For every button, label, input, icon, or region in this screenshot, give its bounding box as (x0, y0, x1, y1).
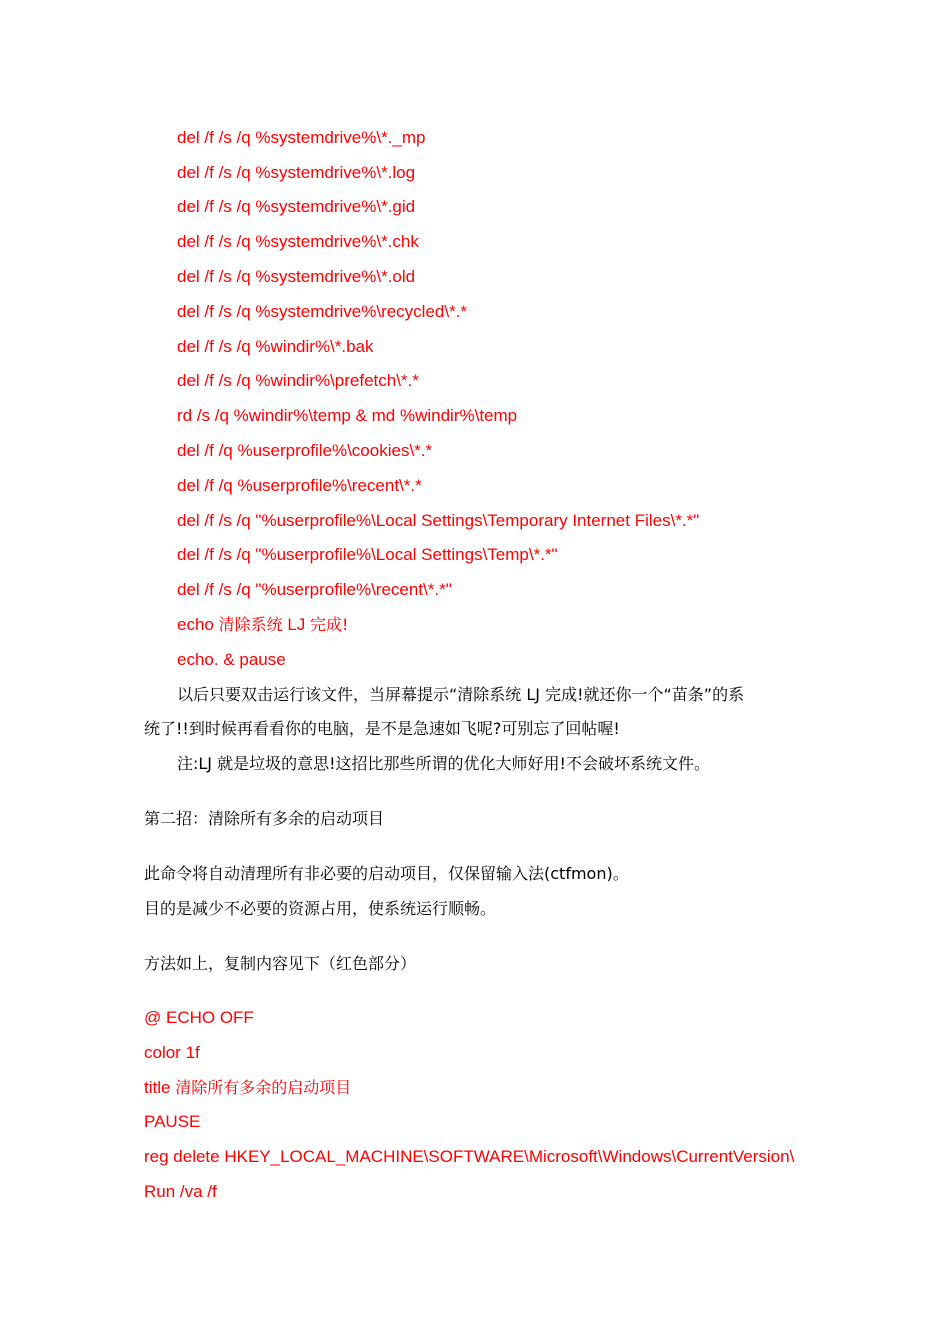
code-line: del /f /s /q "%userprofile%\Local Settings\Temporary Internet Files\*.*" (177, 511, 700, 530)
code-line: del /f /s /q %systemdrive%\*.old (177, 267, 416, 286)
echo-line (177, 614, 348, 636)
code-line: del /f /s /q %systemdrive%\*.gid (177, 197, 416, 216)
paragraph-line-2: 统了!!到时候再看看你的电脑，是不是急速如飞呢?可别忘了回帖喔! (144, 719, 620, 738)
echo-text-done: 完成! (310, 615, 349, 634)
code-line: del /f /q %userprofile%\cookies\*.* (177, 441, 433, 460)
code-line: del /f /s /q "%userprofile%\Local Settings\Temp\*.*" (177, 545, 558, 564)
title-line (144, 1077, 351, 1099)
code-line: del /f /s /q "%userprofile%\recent\*.*" (177, 580, 452, 599)
note-line: 注:LJ 就是垃圾的意思!这招比那些所谓的优化大师好用!不会破坏系统文件。 (177, 754, 710, 773)
code-line: del /f /s /q %systemdrive%\recycled\*.* (177, 302, 468, 321)
method-line: 方法如上，复制内容见下（红色部分） (144, 954, 417, 973)
code-line: color 1f (144, 1043, 200, 1062)
paragraph-line-1: 以后只要双击运行该文件，当屏幕提示“清除系统 LJ 完成!就还你一个“苗条”的系 (177, 685, 745, 704)
code-line: del /f /s /q %systemdrive%\*.log (177, 163, 416, 182)
title-cmd: title (144, 1078, 176, 1097)
code-line: Run /va /f (144, 1182, 217, 1201)
code-line: del /f /s /q %systemdrive%\*.chk (177, 232, 419, 251)
code-line: reg delete HKEY_LOCAL_MACHINE\SOFTWARE\Microsoft\Windows\CurrentVersion\ (144, 1147, 795, 1166)
echo-cmd: echo (177, 615, 219, 634)
code-line: @ ECHO OFF (144, 1008, 254, 1027)
code-line: PAUSE (144, 1112, 201, 1131)
echo-text-cjk: 清除系统 (218, 615, 283, 634)
echo-text-latin: LJ (282, 615, 311, 634)
code-line: del /f /s /q %windir%\*.bak (177, 337, 374, 356)
code-line: del /f /s /q %windir%\prefetch\*.* (177, 371, 419, 390)
description-line-2: 目的是减少不必要的资源占用，使系统运行顺畅。 (144, 899, 497, 918)
pause-line: echo. & pause (177, 650, 286, 669)
code-line: rd /s /q %windir%\temp & md %windir%\temp (177, 406, 518, 425)
section-title: 第二招：清除所有多余的启动项目 (144, 809, 385, 828)
description-line-1: 此命令将自动清理所有非必要的启动项目，仅保留输入法(ctfmon)。 (144, 864, 629, 883)
code-line: del /f /q %userprofile%\recent\*.* (177, 476, 422, 495)
code-line: del /f /s /q %systemdrive%\*._mp (177, 128, 426, 147)
title-text: 清除所有多余的启动项目 (175, 1078, 352, 1097)
